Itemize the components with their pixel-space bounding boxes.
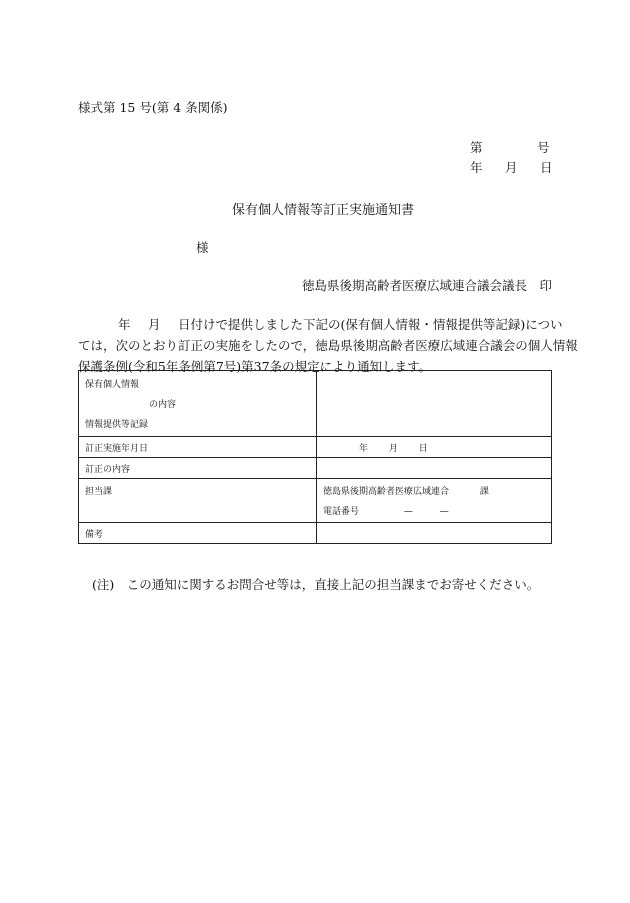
date-month: 月	[505, 160, 518, 175]
row4-ka: 課	[479, 487, 489, 497]
row4-dept: 徳島県後期高齢者医療広域連合	[323, 487, 450, 497]
row2-year: 年	[359, 443, 369, 454]
row2-month: 月	[388, 443, 398, 454]
row2-day: 日	[418, 443, 428, 454]
body-year: 年	[118, 317, 131, 332]
row4-label: 担当課	[79, 479, 317, 523]
sender-line: 徳島県後期高齢者医療広域連合議会議長 印	[301, 278, 552, 293]
row1-line1: 保有個人情報	[85, 380, 140, 390]
body-line2: ては，次のとおり訂正の実施をしたので，徳島県後期高齢者医療広域連合議会の個人情報	[78, 338, 578, 353]
row5-value	[317, 523, 552, 544]
row3-value	[317, 458, 552, 479]
personal-info-cell	[79, 371, 317, 437]
row4-dash1: —	[403, 507, 413, 517]
row4-tel-label: 電話番号	[323, 507, 360, 517]
table-row	[79, 523, 552, 544]
addressee-suffix: 様	[196, 240, 209, 255]
row1-line2: の内容	[149, 400, 177, 410]
body-month: 月	[148, 317, 161, 332]
doc-number-dai: 第	[470, 140, 483, 155]
row4-value	[317, 479, 552, 523]
date-year: 年	[470, 160, 483, 175]
doc-number-go: 号	[537, 140, 550, 155]
date-day: 日	[540, 160, 553, 175]
row2-label: 訂正実施年月日	[79, 437, 317, 458]
table-row	[79, 437, 552, 458]
row1-line3: 情報提供等記録	[85, 420, 149, 430]
table-row	[79, 479, 552, 523]
table-row	[79, 458, 552, 479]
form-number: 様式第 15 号(第 4 条関係)	[78, 100, 228, 115]
row4-dash2: —	[439, 507, 449, 517]
personal-info-value	[317, 371, 552, 437]
note: (注) この通知に関するお問合せ等は，直接上記の担当課までお寄せください。	[92, 577, 540, 592]
row2-value	[317, 437, 552, 458]
body-line1-rest: 日付けで提供しました下記の(保有個人情報・情報提供等記録)につい	[178, 317, 563, 332]
info-table	[78, 370, 552, 544]
document-title: 保有個人情報等訂正実施通知書	[232, 203, 415, 218]
table-row	[79, 371, 552, 437]
body-line3: 保護条例(令和5年条例第7号)第37条の規定により通知します。	[78, 359, 432, 374]
body-paragraph	[78, 314, 578, 377]
row5-label: 備考	[79, 523, 317, 544]
row3-label: 訂正の内容	[79, 458, 317, 479]
